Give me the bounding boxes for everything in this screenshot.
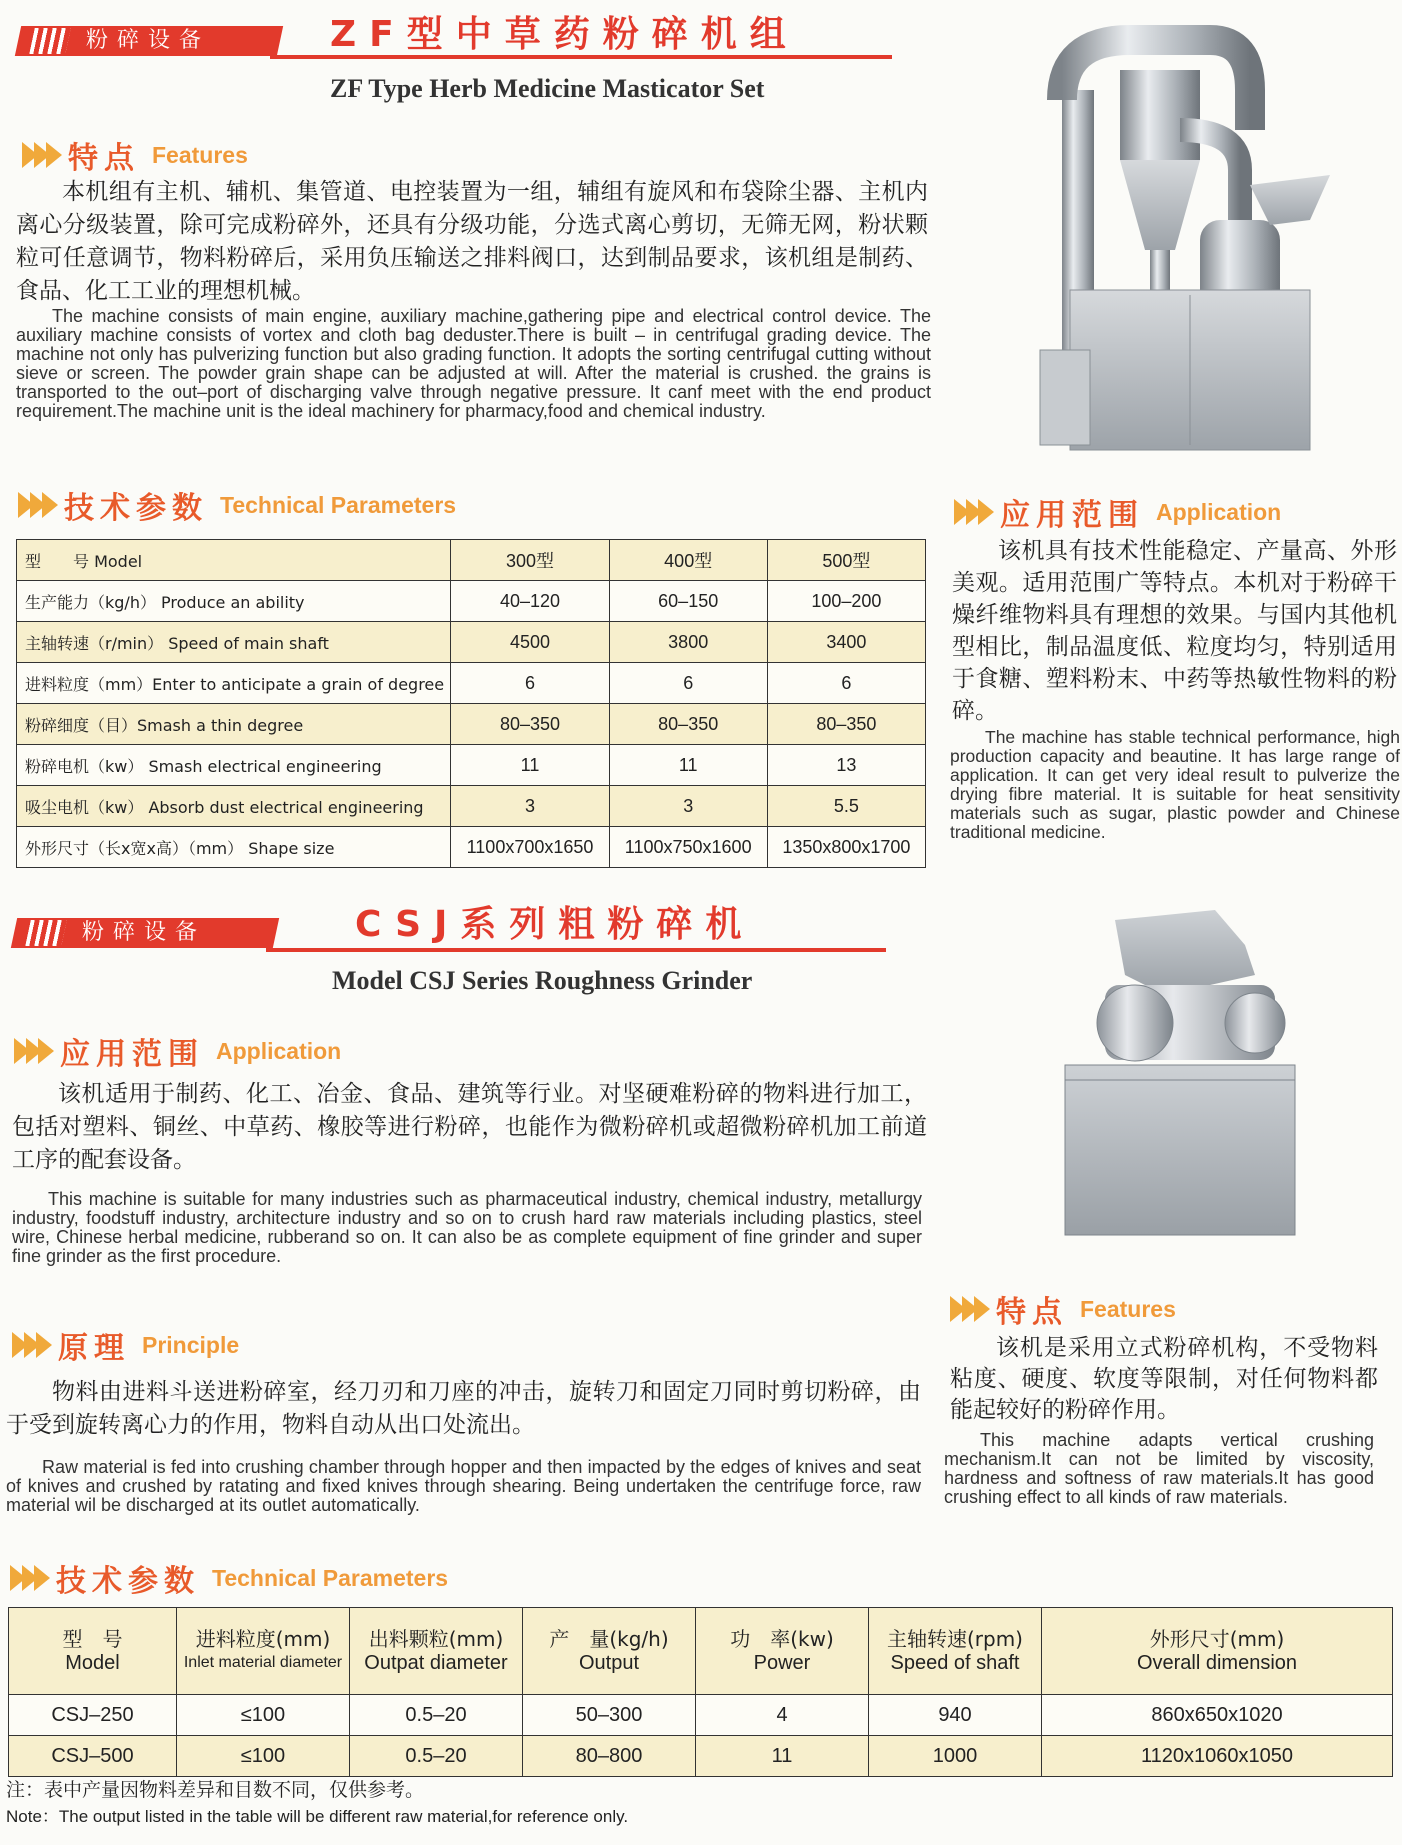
- table-row: [17, 540, 926, 581]
- header-en: Output: [578, 1652, 640, 1674]
- triple-arrow-icon: [18, 492, 54, 518]
- triple-arrow-icon: [954, 499, 990, 525]
- cell: 6: [609, 663, 767, 704]
- zf-parameters-table: [16, 539, 926, 868]
- cell: 4: [696, 1695, 869, 1736]
- row-label: 进料粒度（mm）Enter to anticipate a grain of degree: [17, 663, 451, 704]
- heading-en: Features: [152, 141, 248, 168]
- csj-features-text-cn: 该机是采用立式粉碎机构，不受物料粘度、硬度、软度等限制，对任何物料都能起较好的粉碎作用。: [950, 1335, 1378, 1423]
- header-en: Overall dimension: [1136, 1652, 1298, 1674]
- cell: 11: [696, 1736, 869, 1777]
- cell: 11: [609, 745, 767, 786]
- csj-application-heading: [14, 1029, 341, 1073]
- csj-principle-text-en: Raw material is fed into crushing chamber through hopper and then impacted by the edges of knives and seat of knives and crushed by ratating and fixed knives through shearing. Being undertaken the centrifuge force, raw material wil be discharged at its outlet automatically.: [6, 1457, 921, 1515]
- header-en: Model: [65, 1652, 120, 1674]
- header-rule: [266, 948, 886, 952]
- csj-title-cn: CSJ系列粗粉碎机: [355, 904, 755, 945]
- heading-cn: 应用范围: [60, 1037, 204, 1072]
- triple-arrow-icon: [950, 1296, 986, 1322]
- stripes-decoration: [29, 28, 71, 54]
- zf-machine-illustration: [1000, 20, 1400, 460]
- cell: 1100x700x1650: [451, 827, 609, 868]
- heading-cn: 应用范围: [1000, 498, 1144, 533]
- zf-features-text-cn: 本机组有主机、辅机、集管道、电控装置为一组，辅组有旋风和布袋除尘器、主机内离心分级装置，除可完成粉碎外，还具有分级功能，分选式离心剪切，无筛无网，粉状颗粒可任意调节，物料粉碎后，采用负压输送之排料阀口，达到制品要求，该机组是制药、食品、化工工业的理想机械。: [16, 179, 928, 304]
- table-row: [17, 745, 926, 786]
- table-row: [9, 1736, 1393, 1777]
- cell: 5.5: [767, 786, 925, 827]
- heading-en: Principle: [142, 1331, 240, 1358]
- header-cell: [350, 1608, 523, 1695]
- cell: 80–350: [767, 704, 925, 745]
- heading-cn: 原理: [58, 1331, 130, 1366]
- zf-application-heading: [954, 490, 1281, 534]
- table-header-row: [9, 1608, 1393, 1695]
- cell: 500型: [767, 540, 925, 581]
- header-cn: 功 率(kw): [730, 1627, 834, 1651]
- cell: 0.5–20: [350, 1695, 523, 1736]
- heading-en: Technical Parameters: [212, 1564, 449, 1591]
- category-tag: [11, 918, 279, 948]
- cell: ≤100: [177, 1736, 350, 1777]
- table-note-en: Note：The output listed in the table will be different raw material,for reference only.: [6, 1807, 629, 1826]
- heading-en: Technical Parameters: [220, 491, 457, 518]
- header-en: Power: [753, 1652, 811, 1674]
- zf-features-heading: [22, 133, 248, 177]
- heading-cn: 技术参数: [56, 1564, 200, 1599]
- cell: 300型: [451, 540, 609, 581]
- cell: 4500: [451, 622, 609, 663]
- table-row: [17, 704, 926, 745]
- table-row: [17, 827, 926, 868]
- zf-features-text-en: The machine consists of main engine, auxiliary machine,gathering pipe and electrical control device. The auxiliary machine consists of vortex and cloth bag deduster.There is built – in centrifugal grading device. The machine not only has pulverizing function but also grading function. It adopts the sorting centrifugal cutting without sieve or screen. The powder grain shape can be adjusted at will. After the material is crushed. the grains is transported to the out–port of discharging valve through negative pressure. It canf meet with the end product requirement.The machine unit is the ideal machinery for pharmacy,food and chemical industry.: [16, 306, 931, 421]
- cell: 3800: [609, 622, 767, 663]
- heading-cn: 特点: [68, 141, 140, 176]
- category-tag: [15, 26, 283, 56]
- stripes-decoration: [25, 920, 67, 946]
- triple-arrow-icon: [22, 142, 58, 168]
- header-cell: [177, 1608, 350, 1695]
- row-label: 主轴转速（r/min） Speed of main shaft: [17, 622, 451, 663]
- cell: 80–800: [523, 1736, 696, 1777]
- table-row: [17, 581, 926, 622]
- row-label: 外形尺寸（长x宽x高）（mm） Shape size: [17, 827, 451, 868]
- header-en: Outpat diameter: [364, 1652, 508, 1674]
- cell: 860x650x1020: [1042, 1695, 1393, 1736]
- table-row: [17, 622, 926, 663]
- cell: 3: [451, 786, 609, 827]
- table-note-cn: 注：表中产量因物料差异和目数不同，仅供参考。: [6, 1779, 425, 1801]
- triple-arrow-icon: [12, 1332, 48, 1358]
- header-cn: 外形尺寸(mm): [1149, 1627, 1285, 1651]
- cell: 11: [451, 745, 609, 786]
- zf-application-text-en: The machine has stable technical performance, high production capacity and beautine. It has large range of application. It can get very ideal result to pulverize the drying fibre material. It is suitable for heat sensitivity materials such as sugar, plastic powder and Chinese traditional medicine.: [950, 727, 1400, 842]
- cell: 40–120: [451, 581, 609, 622]
- cell: 1100x750x1600: [609, 827, 767, 868]
- cell: 1000: [869, 1736, 1042, 1777]
- header-cell: [523, 1608, 696, 1695]
- cell: 1350x800x1700: [767, 827, 925, 868]
- header-en: Speed of shaft: [890, 1652, 1020, 1674]
- cell: 80–350: [451, 704, 609, 745]
- cell: 400型: [609, 540, 767, 581]
- row-label: 粉碎细度（目）Smash a thin degree: [17, 704, 451, 745]
- cell: 6: [767, 663, 925, 704]
- cell: 50–300: [523, 1695, 696, 1736]
- csj-tech-heading: [10, 1556, 448, 1600]
- cell: CSJ–500: [9, 1736, 177, 1777]
- triple-arrow-icon: [10, 1565, 46, 1591]
- heading-en: Application: [216, 1037, 342, 1064]
- zf-title-en: ZF Type Herb Medicine Masticator Set: [330, 74, 765, 103]
- header-cell: [869, 1608, 1042, 1695]
- cell: 3: [609, 786, 767, 827]
- header-cn: 型 号: [62, 1627, 123, 1651]
- row-label: 吸尘电机（kw） Absorb dust electrical engineering: [17, 786, 451, 827]
- zf-application-text-cn: 该机具有技术性能稳定、产量高、外形美观。适用范围广等特点。本机对于粉碎干燥纤维物料具有理想的效果。与国内其他机型相比，制品温度低、粒度均匀，特别适用于食糖、塑料粉末、中药等热敏性物料的粉碎。: [952, 538, 1397, 724]
- cell: 80–350: [609, 704, 767, 745]
- csj-application-text-cn: 该机适用于制药、化工、冶金、食品、建筑等行业。对坚硬难粉碎的物料进行加工，包括对塑料、铜丝、中草药、橡胶等进行粉碎，也能作为微粉碎机或超微粉碎机加工前道工序的配套设备。: [12, 1081, 927, 1173]
- header-cell: [9, 1608, 177, 1695]
- zf-title-cn: ZF型中草药粉碎机组: [330, 14, 799, 55]
- triple-arrow-icon: [14, 1038, 50, 1064]
- csj-machine-illustration: [1055, 905, 1315, 1255]
- header-cn: 主轴转速(rpm): [886, 1627, 1023, 1651]
- heading-cn: 技术参数: [64, 491, 208, 526]
- table-row: [17, 786, 926, 827]
- csj-title-en: Model CSJ Series Roughness Grinder: [332, 966, 753, 995]
- header-cell: [1042, 1608, 1393, 1695]
- csj-application-text-en: This machine is suitable for many industries such as pharmaceutical industry, chemical industry, metallurgy industry, foodstuff industry, architecture industry and so on to crush hard raw materials including plastics, steel wire, Chinese herbal medicine, rubberand so on. It can also be as complete equipment of fine grinder and super fine grinder as the first procedure.: [12, 1189, 922, 1266]
- table-row: [9, 1695, 1393, 1736]
- zf-machine-photo: [1000, 20, 1400, 460]
- csj-principle-text-cn: 物料由进料斗送进粉碎室，经刀刃和刀座的冲击，旋转刀和固定刀同时剪切粉碎，由于受到旋转离心力的作用，物料自动从出口处流出。: [6, 1379, 921, 1438]
- cell: 60–150: [609, 581, 767, 622]
- cell: 1120x1060x1050: [1042, 1736, 1393, 1777]
- csj-machine-photo: [1055, 905, 1315, 1255]
- cell: 13: [767, 745, 925, 786]
- header-cn: 进料粒度(mm): [195, 1627, 331, 1651]
- zf-tech-heading: [18, 483, 456, 527]
- header-cn: 出料颗粒(mm): [368, 1627, 504, 1651]
- row-label: 粉碎电机（kw） Smash electrical engineering: [17, 745, 451, 786]
- heading-cn: 特点: [996, 1295, 1068, 1330]
- cell: 100–200: [767, 581, 925, 622]
- csj-principle-heading: [12, 1323, 239, 1367]
- header-en: Inlet material diameter: [183, 1654, 343, 1671]
- cell: 940: [869, 1695, 1042, 1736]
- row-label: 生产能力（kg/h） Produce an ability: [17, 581, 451, 622]
- table-row: [17, 663, 926, 704]
- cell: 3400: [767, 622, 925, 663]
- heading-en: Application: [1156, 498, 1282, 525]
- csj-parameters-table: [8, 1607, 1393, 1777]
- cell: 6: [451, 663, 609, 704]
- cell: CSJ–250: [9, 1695, 177, 1736]
- csj-features-heading: [950, 1287, 1176, 1331]
- category-tag-label: 粉碎设备: [82, 920, 207, 945]
- cell: ≤100: [177, 1695, 350, 1736]
- csj-features-text-en: This machine adapts vertical crushing mechanism.It can not be limited by viscosity, hardness and softness of raw materials.It has good crushing effect to all kinds of raw materials.: [944, 1430, 1374, 1507]
- row-label: 型 号 Model: [17, 540, 451, 581]
- category-tag-label: 粉碎设备: [86, 28, 211, 53]
- header-cell: [696, 1608, 869, 1695]
- header-cn: 产 量(kg/h): [549, 1627, 669, 1651]
- cell: 0.5–20: [350, 1736, 523, 1777]
- heading-en: Features: [1080, 1295, 1176, 1322]
